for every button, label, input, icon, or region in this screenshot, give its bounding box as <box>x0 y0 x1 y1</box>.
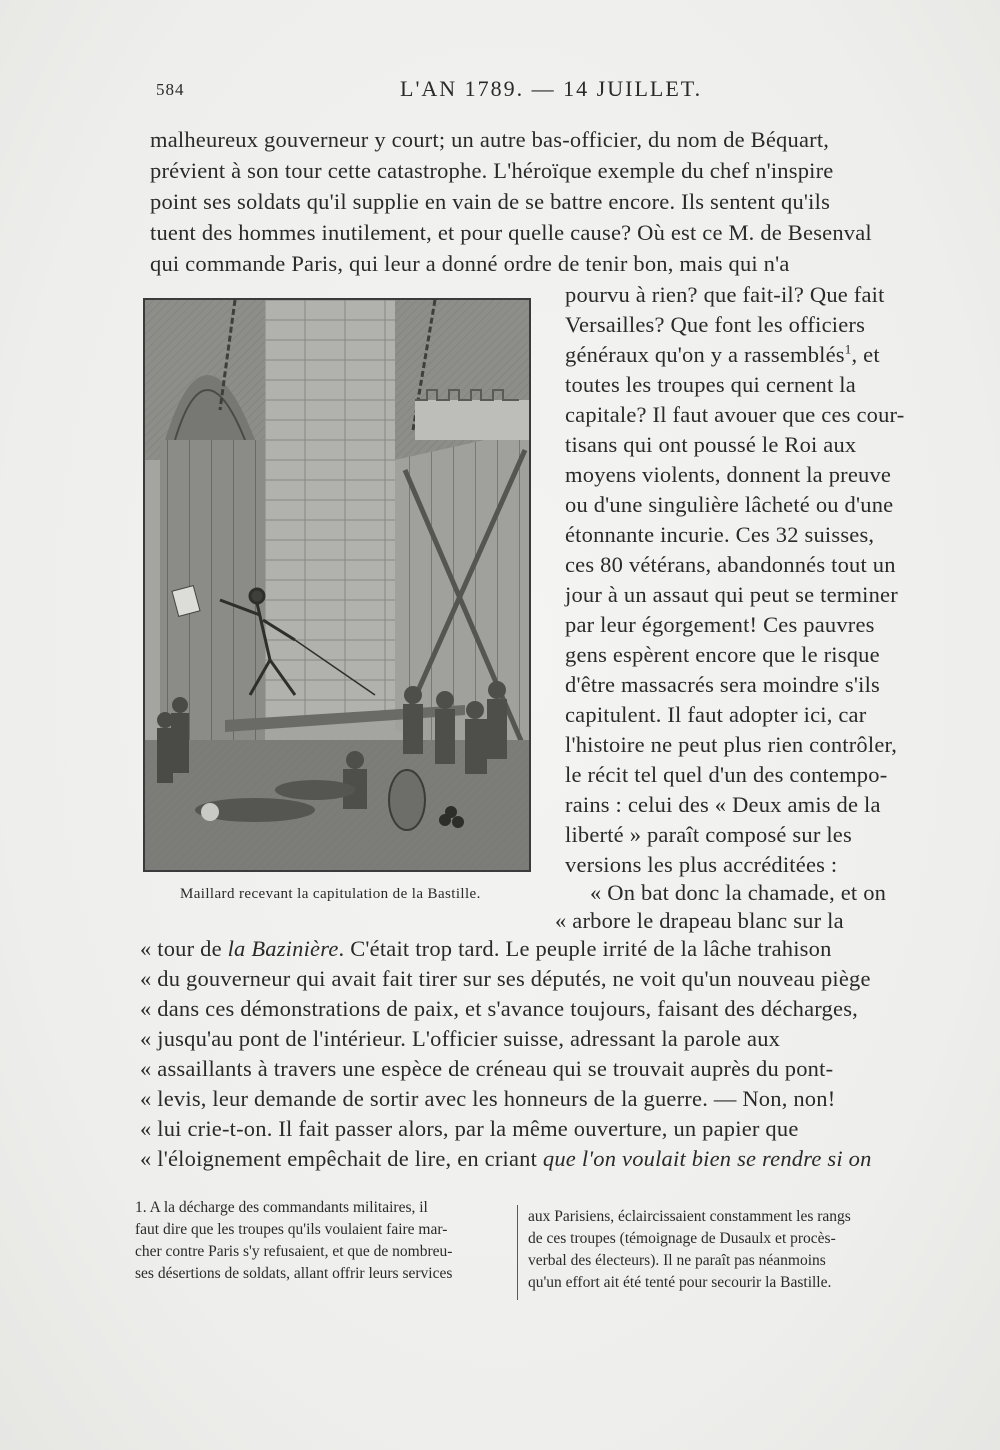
footnote-line: 1. A la décharge des commandants militaires, il <box>135 1199 428 1216</box>
engraving-image <box>145 300 529 870</box>
body-line: « jusqu'au pont de l'intérieur. L'officier suisse, adressant la parole aux <box>140 1026 781 1051</box>
body-line: prévient à son tour cette catastrophe. L'héroïque exemple du chef n'inspire <box>150 158 834 183</box>
body-text: « tour de <box>140 936 228 961</box>
body-line: qui commande Paris, qui leur a donné ordre de tenir bon, mais qui n'a <box>150 251 790 276</box>
footnote-line: aux Parisiens, éclaircissaient constamment les rangs <box>528 1208 851 1225</box>
body-line: « levis, leur demande de sortir avec les honneurs de la guerre. — Non, non! <box>140 1086 836 1111</box>
footnote-line: verbal des électeurs). Il ne paraît pas néanmoins <box>528 1252 826 1269</box>
body-line: rains : celui des « Deux amis de la <box>565 792 881 817</box>
figure-caption: Maillard recevant la capitulation de la Bastille. <box>180 886 481 902</box>
body-line: « dans ces démonstrations de paix, et s'avance toujours, faisant des décharges, <box>140 996 858 1021</box>
body-line: malheureux gouverneur y court; un autre bas-officier, du nom de Béquart, <box>150 127 830 152</box>
footnote-line: ses désertions de soldats, allant offrir leurs services <box>135 1265 453 1282</box>
body-line: toutes les troupes qui cernent la <box>565 372 856 397</box>
body-line: liberté » paraît composé sur les <box>565 822 852 847</box>
body-line: « du gouverneur qui avait fait tirer sur ses députés, ne voit qu'un nouveau piège <box>140 966 871 991</box>
italic-text: que l'on voulait bien se rendre si on <box>542 1146 872 1171</box>
body-text: généraux qu'on y a rassemblés <box>565 342 845 367</box>
body-line: d'être massacrés sera moindre s'ils <box>565 672 881 697</box>
body-line: point ses soldats qu'il supplie en vain de se battre encore. Ils sentent qu'ils <box>150 189 831 214</box>
body-line <box>140 1144 920 1174</box>
body-line: tuent des hommes inutilement, et pour quelle cause? Où est ce M. de Besenval <box>150 220 872 245</box>
body-line: « assaillants à travers une espèce de créneau qui se trouvait auprès du pont- <box>140 1056 834 1081</box>
body-line: moyens violents, donnent la preuve <box>565 462 892 487</box>
body-line: ces 80 vétérans, abandonnés tout un <box>565 552 896 577</box>
body-line <box>565 340 930 370</box>
body-line: pourvu à rien? que fait-il? Que fait <box>565 282 885 307</box>
body-text: « l'éloignement empêchait de lire, en criant <box>140 1146 543 1171</box>
body-line: « lui crie-t-on. Il fait passer alors, par la même ouverture, un papier que <box>140 1116 799 1141</box>
body-line: ou d'une singulière lâcheté ou d'une <box>565 492 894 517</box>
footnote-reference[interactable]: 1 <box>844 341 852 357</box>
body-line: « On bat donc la chamade, et on <box>590 880 887 905</box>
body-line: étonnante incurie. Ces 32 suisses, <box>565 522 875 547</box>
chapter-heading: L'AN 1789. — 14 JUILLET. <box>400 76 703 101</box>
body-line: Versailles? Que font les officiers <box>565 312 866 337</box>
running-head <box>140 76 930 110</box>
footnote-line: de ces troupes (témoignage de Dusaulx et procès- <box>528 1230 836 1247</box>
body-line: capitale? Il faut avouer que ces cour- <box>565 402 905 427</box>
body-line: par leur égorgement! Ces pauvres <box>565 612 875 637</box>
footnote-line: faut dire que les troupes qu'ils voulaient faire mar- <box>135 1221 448 1238</box>
body-line: jour à un assaut qui peut se terminer <box>565 582 898 607</box>
footnote-line: cher contre Paris s'y refusaient, et que de nombreu- <box>135 1243 453 1260</box>
body-line: versions les plus accréditées : <box>565 852 838 877</box>
body-line: gens espèrent encore que le risque <box>565 642 880 667</box>
body-text: , et <box>851 342 880 367</box>
body-line: tisans qui ont poussé le Roi aux <box>565 432 857 457</box>
italic-text: la Bazinière <box>227 936 339 961</box>
page-number: 584 <box>156 80 185 99</box>
body-line: l'histoire ne peut plus rien contrôler, <box>565 732 898 757</box>
body-line: « arbore le drapeau blanc sur la <box>555 908 844 933</box>
body-line: capitulent. Il faut adopter ici, car <box>565 702 867 727</box>
body-line: le récit tel quel d'un des contempo- <box>565 762 888 787</box>
footnote-line: qu'un effort ait été tenté pour secourir la Bastille. <box>528 1274 832 1291</box>
footnote-column-divider <box>517 1205 518 1300</box>
body-text: . C'était trop tard. Le peuple irrité de la lâche trahison <box>338 936 832 961</box>
illustration-bastille <box>143 298 531 872</box>
body-line <box>140 934 920 964</box>
